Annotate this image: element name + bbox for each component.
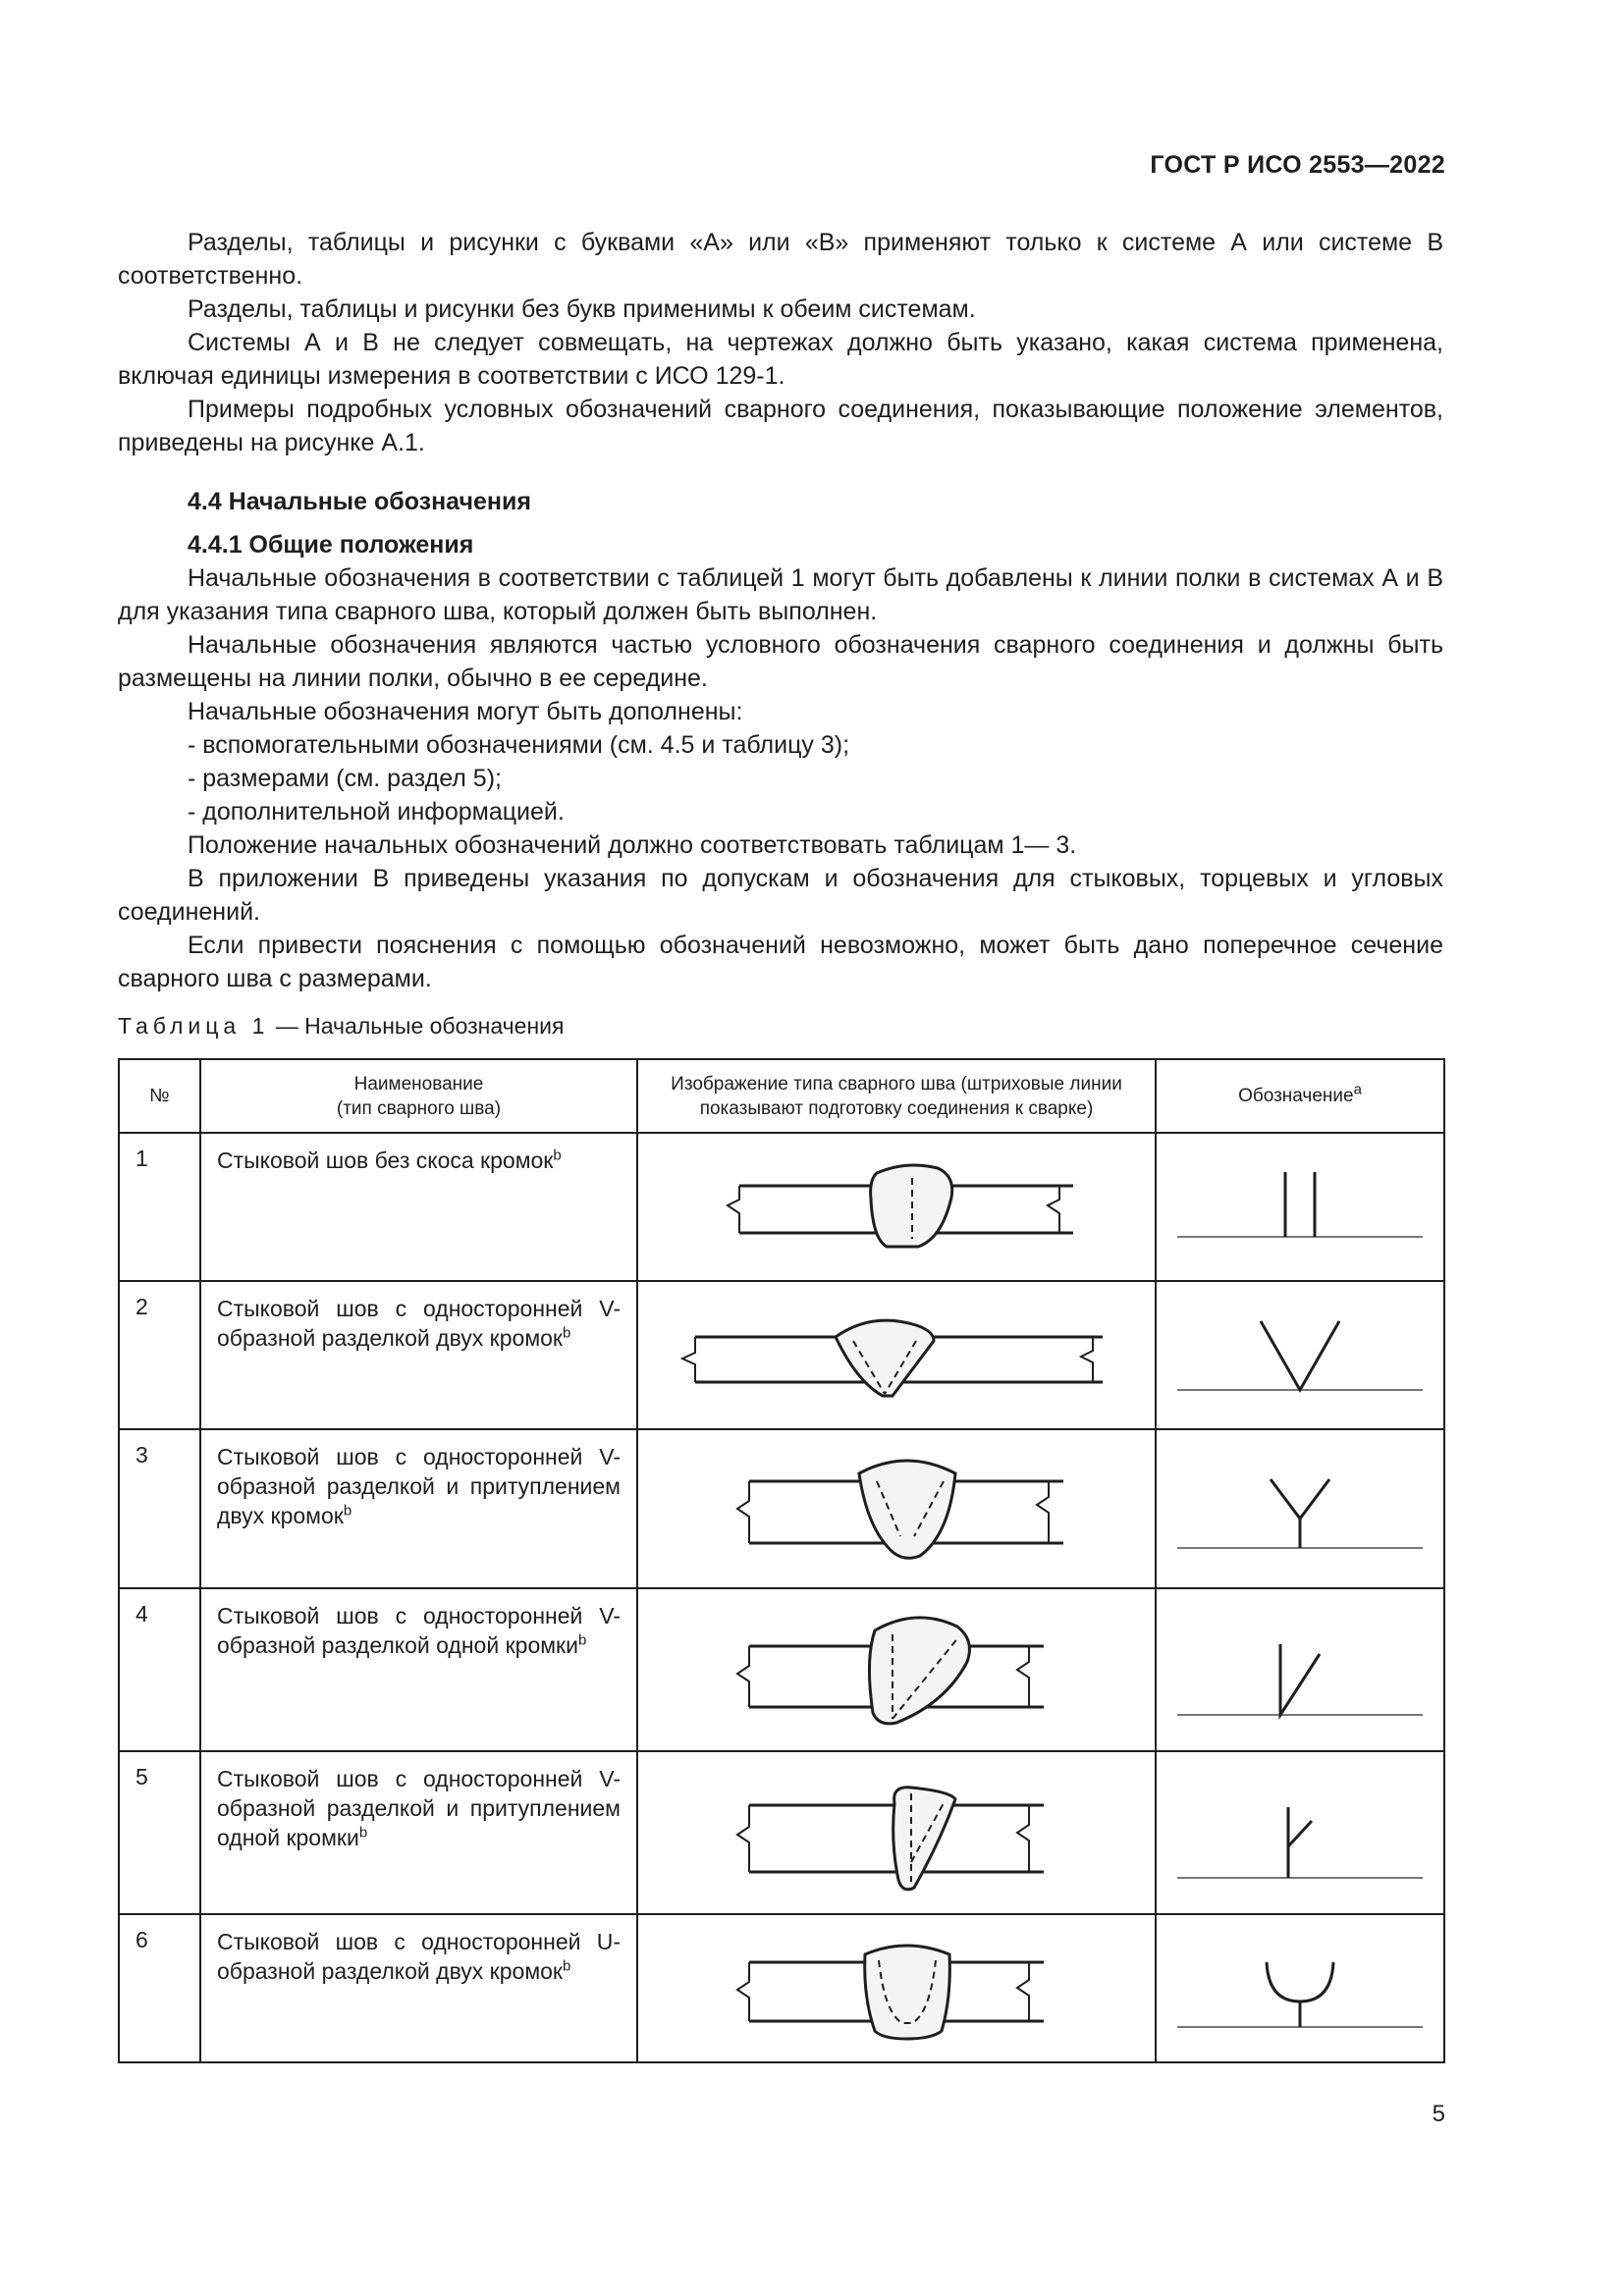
bevel-root-symbol — [1172, 1764, 1428, 1901]
footnote-marker: b — [553, 1147, 562, 1164]
footnote-marker: b — [577, 1631, 587, 1649]
row-number: 5 — [119, 1751, 200, 1914]
table-caption-text: — Начальные обозначения — [269, 1013, 565, 1039]
list-item: - вспомогательными обозначениями (см. 4.5 и таблицу 3); — [188, 731, 850, 759]
symbol-cell — [1156, 1281, 1444, 1429]
footnote-marker: a — [1353, 1081, 1362, 1098]
header-image-line1: Изображение типа сварного шва (штриховые линии — [671, 1073, 1122, 1095]
square-butt-weld-image — [710, 1148, 1083, 1266]
table-row — [119, 1914, 1444, 2062]
row-name-text: Стыковой шов с односторонней U-образной разделкой двух кромок — [217, 1929, 621, 1984]
document-id: ГОСТ Р ИСО 2553—2022 — [1150, 151, 1445, 179]
weld-image-cell — [637, 1281, 1156, 1429]
paragraph: Разделы, таблицы и рисунки с буквами «А» или «В» применяют только к системе А или системе В соответственно. — [118, 229, 1443, 290]
paragraph: Если привести пояснения с помощью обозначений невозможно, может быть дано поперечное сечение сварного шва с размерами. — [118, 932, 1443, 992]
symbol-cell — [1156, 1588, 1444, 1751]
header-name-line2: (тип сварного шва) — [336, 1097, 502, 1119]
row-number: 4 — [119, 1588, 200, 1751]
header-symbol-label: Обозначение — [1238, 1086, 1354, 1106]
symbol-cell — [1156, 1914, 1444, 2062]
header-name-line1: Наименование — [353, 1073, 484, 1095]
footnote-marker: b — [343, 1502, 352, 1520]
weld-image-cell — [637, 1751, 1156, 1914]
row-name-text: Стыковой шов с односторонней V-образной разделкой двух кромок — [217, 1296, 621, 1351]
paragraph: Примеры подробных условных обозначений сварного соединения, показывающие положение элементов, приведены на рисунке А.1. — [118, 396, 1443, 456]
row-name — [200, 1429, 637, 1588]
y-symbol — [1172, 1440, 1428, 1577]
row-name-text: Стыковой шов с односторонней V-образной разделкой одной кромки — [217, 1603, 621, 1658]
header-image — [637, 1059, 1156, 1133]
body-text — [118, 226, 1443, 995]
row-number: 1 — [119, 1133, 200, 1281]
paragraph: Положение начальных обозначений должно соответствовать таблицам 1— 3. — [188, 831, 1077, 859]
row-name — [200, 1133, 637, 1281]
table-row — [119, 1281, 1444, 1429]
paragraph: Начальные обозначения являются частью условного обозначения сварного соединения и должны быть размещены на линии полки, обычно в ее середине. — [118, 631, 1443, 692]
footnote-marker: b — [358, 1824, 368, 1842]
single-bevel-butt-weld-image — [710, 1601, 1083, 1738]
table-row — [119, 1429, 1444, 1588]
header-symbol — [1156, 1059, 1444, 1133]
symbol-cell — [1156, 1429, 1444, 1588]
table-row — [119, 1751, 1444, 1914]
weld-image-cell — [637, 1914, 1156, 2062]
row-name — [200, 1914, 637, 2062]
footnote-marker: b — [563, 1324, 571, 1342]
weld-image-cell — [637, 1588, 1156, 1751]
single-bevel-broad-root-weld-image — [710, 1764, 1083, 1901]
row-name — [200, 1751, 637, 1914]
page-number: 5 — [1432, 2101, 1445, 2127]
bevel-symbol — [1172, 1601, 1428, 1738]
paragraph: Начальные обозначения могут быть дополнены: — [188, 698, 743, 725]
table-caption — [118, 1013, 564, 1040]
row-number: 6 — [119, 1914, 200, 2062]
footnote-marker: b — [563, 1957, 571, 1975]
table-caption-label: Таблица 1 — [118, 1013, 270, 1039]
paragraph: Начальные обозначения в соответствии с таблицей 1 могут быть добавлены к линии полки в системах А и В для указания типа сварного шва, который должен быть выполнен. — [118, 564, 1443, 625]
list-item: - дополнительной информацией. — [188, 798, 565, 826]
weld-image-cell — [637, 1133, 1156, 1281]
table-row — [119, 1133, 1444, 1281]
row-name-text: Стыковой шов без скоса кромок — [217, 1148, 554, 1173]
row-number: 3 — [119, 1429, 200, 1588]
square-butt-symbol — [1172, 1148, 1428, 1266]
header-image-line2: показывают подготовку соединения к сварке) — [699, 1097, 1094, 1119]
weld-image-cell — [637, 1429, 1156, 1588]
header-num: № — [119, 1059, 200, 1133]
row-name-text: Стыковой шов с односторонней V-образной разделкой и притуплением одной кромки — [217, 1766, 621, 1850]
row-name-text: Стыковой шов с односторонней V-образной разделкой и притуплением двух кромок — [217, 1444, 621, 1528]
single-v-broad-root-weld-image — [710, 1440, 1083, 1577]
single-v-butt-weld-image — [671, 1302, 1122, 1410]
paragraph: Системы А и В не следует совмещать, на чертежах должно быть указано, какая система применена, включая единицы измерения в соответствии с ИСО 129-1. — [118, 329, 1443, 390]
header-name — [200, 1059, 637, 1133]
table-header-row — [119, 1059, 1444, 1133]
subsection-heading: 4.4.1 Общие положения — [188, 531, 474, 559]
list-item: - размерами (см. раздел 5); — [188, 765, 502, 792]
paragraph: Разделы, таблицы и рисунки без букв применимы к обеим системам. — [188, 295, 976, 323]
section-heading: 4.4 Начальные обозначения — [188, 488, 531, 515]
single-u-butt-weld-image — [710, 1925, 1083, 2053]
paragraph: В приложении В приведены указания по допускам и обозначения для стыковых, торцевых и угловых соединений. — [118, 865, 1443, 926]
table-row — [119, 1588, 1444, 1751]
single-v-symbol — [1172, 1302, 1428, 1410]
u-symbol — [1172, 1925, 1428, 2053]
symbol-cell — [1156, 1751, 1444, 1914]
row-name — [200, 1588, 637, 1751]
weld-symbols-table — [118, 1058, 1445, 2063]
row-name — [200, 1281, 637, 1429]
symbol-cell — [1156, 1133, 1444, 1281]
row-number: 2 — [119, 1281, 200, 1429]
